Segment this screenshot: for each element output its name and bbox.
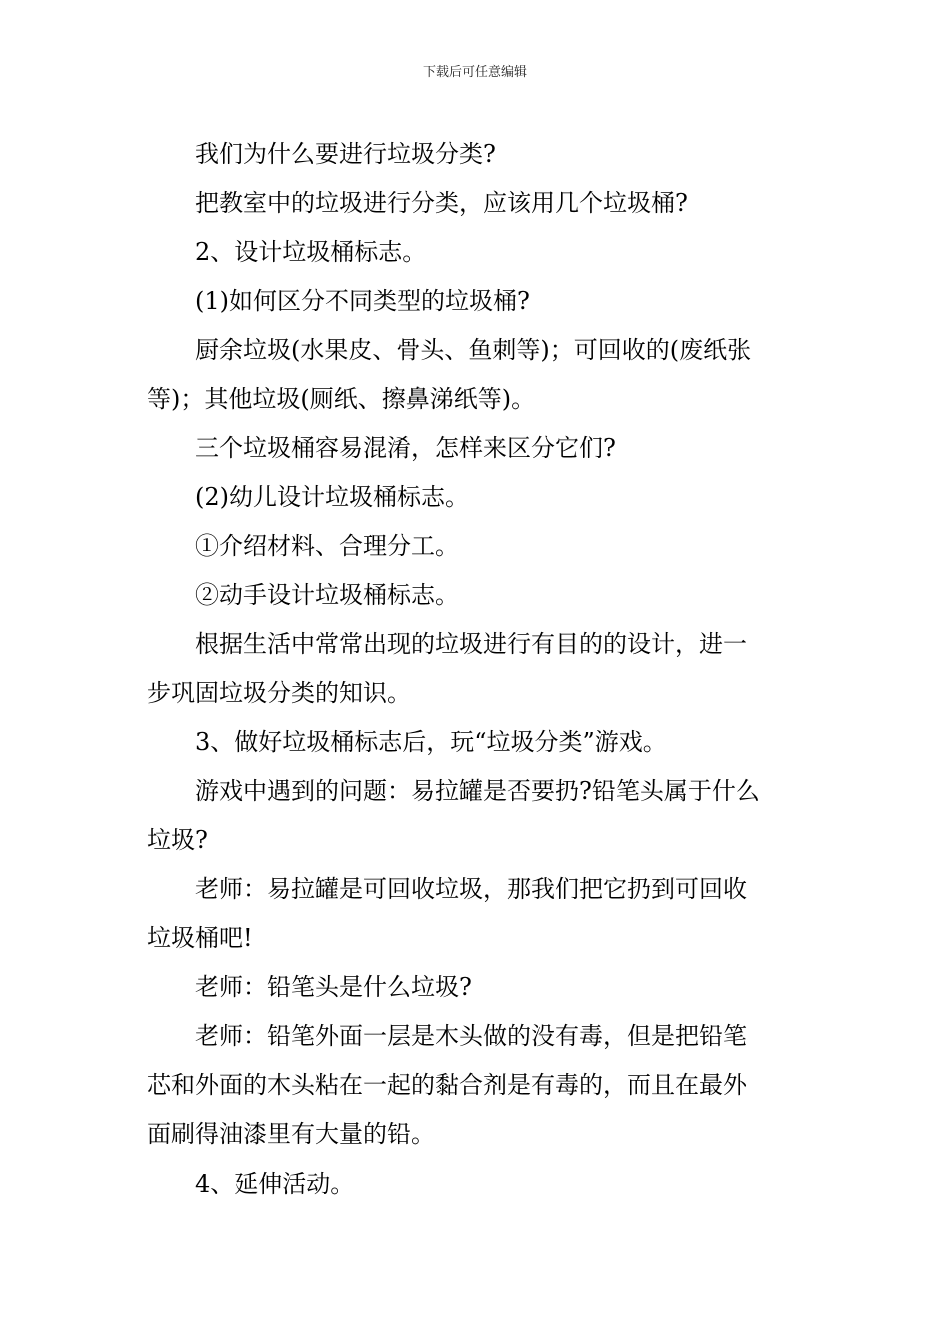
paragraph	[147, 718, 847, 767]
paragraph	[147, 522, 847, 571]
paragraph	[147, 473, 847, 522]
paragraph	[147, 228, 847, 277]
text-line: 面刷得油漆里有大量的铅。	[147, 1120, 435, 1148]
text-line: 我们为什么要进行垃圾分类?	[195, 140, 496, 168]
text-line: 垃圾桶吧!	[147, 924, 253, 952]
paragraph	[147, 424, 847, 473]
text-line: 厨余垃圾(水果皮、骨头、鱼刺等)；可回收的(废纸张	[195, 336, 752, 364]
text-line: ①介绍材料、合理分工。	[195, 532, 459, 560]
paragraph	[147, 620, 847, 718]
text-line: 老师：铅笔外面一层是木头做的没有毒，但是把铅笔	[195, 1022, 747, 1050]
text-line: 老师：易拉罐是可回收垃圾，那我们把它扔到可回收	[195, 875, 747, 903]
paragraph	[147, 277, 847, 326]
text-line: (2)幼儿设计垃圾桶标志。	[195, 483, 469, 511]
page-header: 下载后可任意编辑	[422, 65, 527, 80]
paragraph	[147, 865, 847, 963]
text-line: 3、做好垃圾桶标志后，玩“垃圾分类”游戏。	[195, 728, 667, 756]
text-line: 等)；其他垃圾(厕纸、擦鼻涕纸等)。	[147, 385, 536, 413]
paragraph	[147, 571, 847, 620]
text-line: ②动手设计垃圾桶标志。	[195, 581, 459, 609]
text-line: 把教室中的垃圾进行分类，应该用几个垃圾桶?	[195, 189, 688, 217]
paragraph	[147, 1012, 847, 1159]
paragraph	[147, 130, 847, 179]
paragraph	[147, 179, 847, 228]
paragraph	[147, 1160, 847, 1209]
text-line: 步巩固垃圾分类的知识。	[147, 679, 411, 707]
text-line: 垃圾?	[147, 826, 208, 854]
text-line: 芯和外面的木头粘在一起的黏合剂是有毒的，而且在最外	[147, 1071, 747, 1099]
text-line: 4、延伸活动。	[195, 1170, 355, 1198]
text-line: (1)如何区分不同类型的垃圾桶?	[195, 287, 530, 315]
paragraph	[147, 963, 847, 1012]
text-line: 老师：铅笔头是什么垃圾?	[195, 973, 472, 1001]
paragraph	[147, 767, 847, 865]
text-line: 三个垃圾桶容易混淆，怎样来区分它们?	[195, 434, 616, 462]
text-line: 2、设计垃圾桶标志。	[195, 238, 427, 266]
paragraph	[147, 326, 847, 424]
text-line: 游戏中遇到的问题：易拉罐是否要扔?铅笔头属于什么	[195, 777, 760, 805]
text-line: 根据生活中常常出现的垃圾进行有目的的设计，进一	[195, 630, 747, 658]
